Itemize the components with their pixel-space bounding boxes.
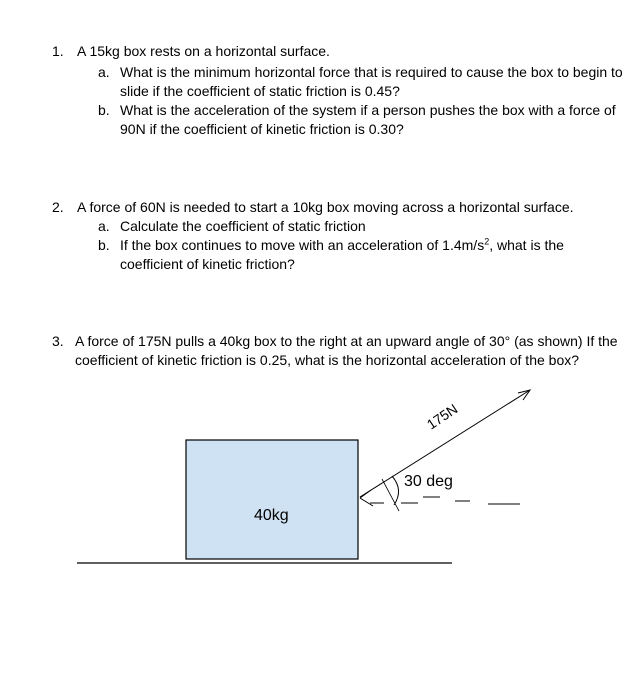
problem-3-line-1: A force of 175N pulls a 40kg box to the right at an upward angle of 30° (as shown) If the <box>75 333 618 349</box>
problem-1-text: A 15kg box rests on a horizontal surface. <box>77 43 330 59</box>
problem-2a-letter: a. <box>98 218 110 234</box>
problem-1a-line-1: What is the minimum horizontal force that is required to cause the box to begin to <box>120 64 623 80</box>
problem-1b-line-2: 90N if the coefficient of kinetic friction is 0.30? <box>120 121 404 137</box>
problem-2-number: 2. <box>52 199 64 215</box>
force-tail-mark-2 <box>360 490 371 498</box>
force-label: 175N <box>423 400 461 433</box>
problem-1b-line-1: What is the acceleration of the system if a person pushes the box with a force of <box>120 102 616 118</box>
problem-2-text: A force of 60N is needed to start a 10kg box moving across a horizontal surface. <box>77 199 574 215</box>
problem-3-number: 3. <box>52 333 64 349</box>
problem-1a-letter: a. <box>98 64 110 80</box>
problem-1b-letter: b. <box>98 102 110 118</box>
problem-2b-superscript: 2 <box>484 236 490 247</box>
box-label: 40kg <box>254 507 289 524</box>
problem-1a-line-2: slide if the coefficient of static friction is 0.45? <box>120 83 400 99</box>
problem-2b-line-1-post: , what is the <box>489 237 564 253</box>
problem-3-line-2: coefficient of kinetic friction is 0.25, what is the horizontal acceleration of the box? <box>75 352 580 368</box>
angle-arc <box>392 476 399 505</box>
problem-2a-line-1: Calculate the coefficient of static friction <box>120 218 366 234</box>
force-tail-mark-1 <box>360 498 373 506</box>
problem-1-number: 1. <box>52 43 64 59</box>
angle-label: 30 deg <box>404 473 453 490</box>
box-rect <box>186 440 358 559</box>
problem-2b-line-2: coefficient of kinetic friction? <box>120 256 295 272</box>
problem-2b-line-1-pre: If the box continues to move with an acceleration of 1.4m/s <box>120 237 485 253</box>
problem-2b-letter: b. <box>98 237 110 253</box>
